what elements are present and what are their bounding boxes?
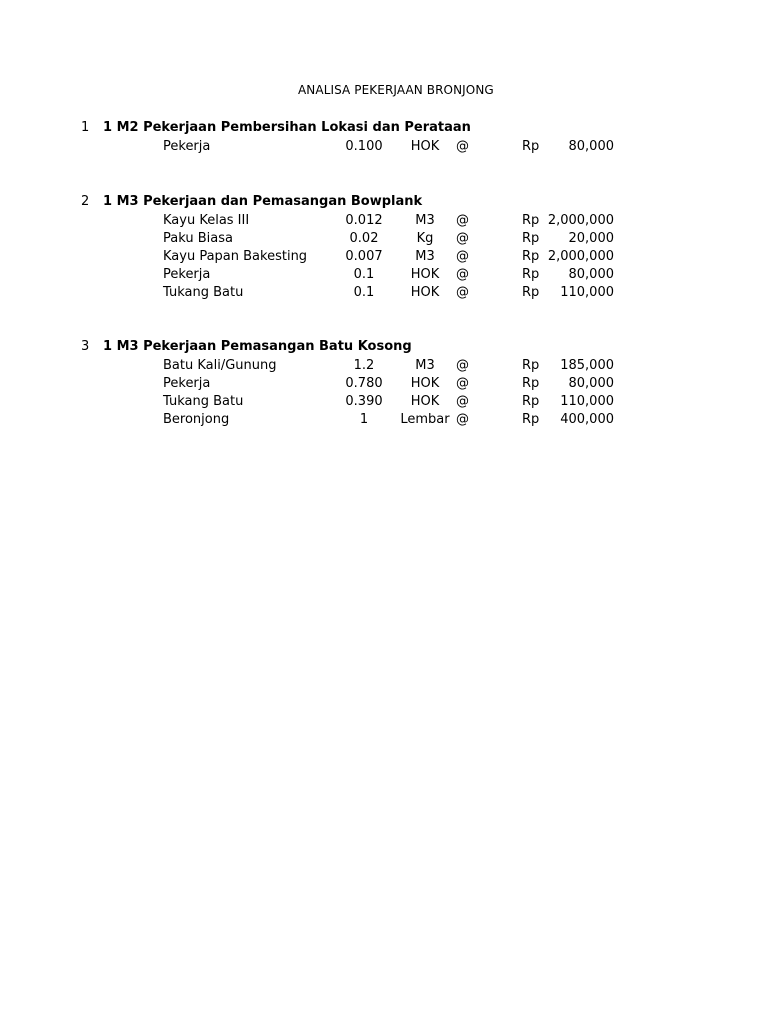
item-row [0, 267, 768, 285]
item-unit: HOK [410, 376, 440, 391]
item-currency: Rp [522, 358, 540, 373]
item-at-sign: @ [456, 376, 469, 391]
item-at-sign: @ [456, 139, 469, 154]
item-list [0, 213, 768, 303]
item-coefficient: 1.2 [353, 358, 375, 373]
item-currency: Rp [522, 267, 540, 282]
item-at-sign: @ [456, 267, 469, 282]
section-title: 1 M2 Pekerjaan Pembersihan Lokasi dan Perataan [103, 120, 471, 135]
item-row [0, 358, 768, 376]
item-name: Pekerja [163, 376, 211, 391]
item-price: 400,000 [560, 412, 614, 427]
item-unit: HOK [410, 394, 440, 409]
item-price: 80,000 [568, 139, 614, 154]
item-row [0, 285, 768, 303]
item-unit: M3 [415, 213, 435, 228]
item-coefficient: 0.1 [353, 285, 375, 300]
item-price: 20,000 [568, 231, 614, 246]
item-row [0, 394, 768, 412]
item-name: Beronjong [163, 412, 230, 427]
section-title: 1 M3 Pekerjaan dan Pemasangan Bowplank [103, 194, 423, 209]
item-unit: HOK [410, 285, 440, 300]
item-coefficient: 0.007 [345, 249, 383, 264]
item-at-sign: @ [456, 249, 469, 264]
item-unit: HOK [410, 267, 440, 282]
item-currency: Rp [522, 376, 540, 391]
item-currency: Rp [522, 213, 540, 228]
item-name: Paku Biasa [163, 231, 233, 246]
item-currency: Rp [522, 249, 540, 264]
item-row [0, 231, 768, 249]
item-at-sign: @ [456, 213, 469, 228]
item-price: 110,000 [560, 285, 614, 300]
item-currency: Rp [522, 394, 540, 409]
item-name: Batu Kali/Gunung [163, 358, 277, 373]
item-unit: Lembar [400, 412, 450, 427]
item-row [0, 412, 768, 430]
item-price: 80,000 [568, 376, 614, 391]
section-number: 3 [81, 339, 90, 354]
item-list [0, 358, 768, 430]
item-name: Pekerja [163, 139, 211, 154]
item-name: Tukang Batu [163, 394, 244, 409]
section-number: 1 [81, 120, 90, 135]
item-price: 80,000 [568, 267, 614, 282]
item-row [0, 213, 768, 231]
item-currency: Rp [522, 231, 540, 246]
item-at-sign: @ [456, 412, 469, 427]
item-price: 185,000 [560, 358, 614, 373]
item-list [0, 139, 768, 157]
item-name: Kayu Papan Bakesting [163, 249, 308, 264]
item-at-sign: @ [456, 394, 469, 409]
item-coefficient: 0.1 [353, 267, 375, 282]
item-name: Tukang Batu [163, 285, 244, 300]
item-price: 110,000 [560, 394, 614, 409]
item-at-sign: @ [456, 231, 469, 246]
item-currency: Rp [522, 139, 540, 154]
section-title: 1 M3 Pekerjaan Pemasangan Batu Kosong [103, 339, 412, 354]
item-coefficient: 0.390 [345, 394, 383, 409]
item-price: 2,000,000 [547, 213, 614, 228]
item-coefficient: 0.780 [345, 376, 383, 391]
item-name: Pekerja [163, 267, 211, 282]
document-title: ANALISA PEKERJAAN BRONJONG [298, 83, 494, 97]
item-coefficient: 0.100 [345, 139, 383, 154]
item-at-sign: @ [456, 285, 469, 300]
item-unit: M3 [415, 358, 435, 373]
item-at-sign: @ [456, 358, 469, 373]
item-coefficient: 0.02 [349, 231, 379, 246]
item-currency: Rp [522, 412, 540, 427]
item-currency: Rp [522, 285, 540, 300]
item-unit: HOK [410, 139, 440, 154]
section-number: 2 [81, 194, 90, 209]
item-row [0, 249, 768, 267]
item-row [0, 139, 768, 157]
item-unit: Kg [416, 231, 434, 246]
item-coefficient: 0.012 [345, 213, 383, 228]
item-unit: M3 [415, 249, 435, 264]
item-coefficient: 1 [359, 412, 369, 427]
item-price: 2,000,000 [547, 249, 614, 264]
item-row [0, 376, 768, 394]
item-name: Kayu Kelas III [163, 213, 250, 228]
